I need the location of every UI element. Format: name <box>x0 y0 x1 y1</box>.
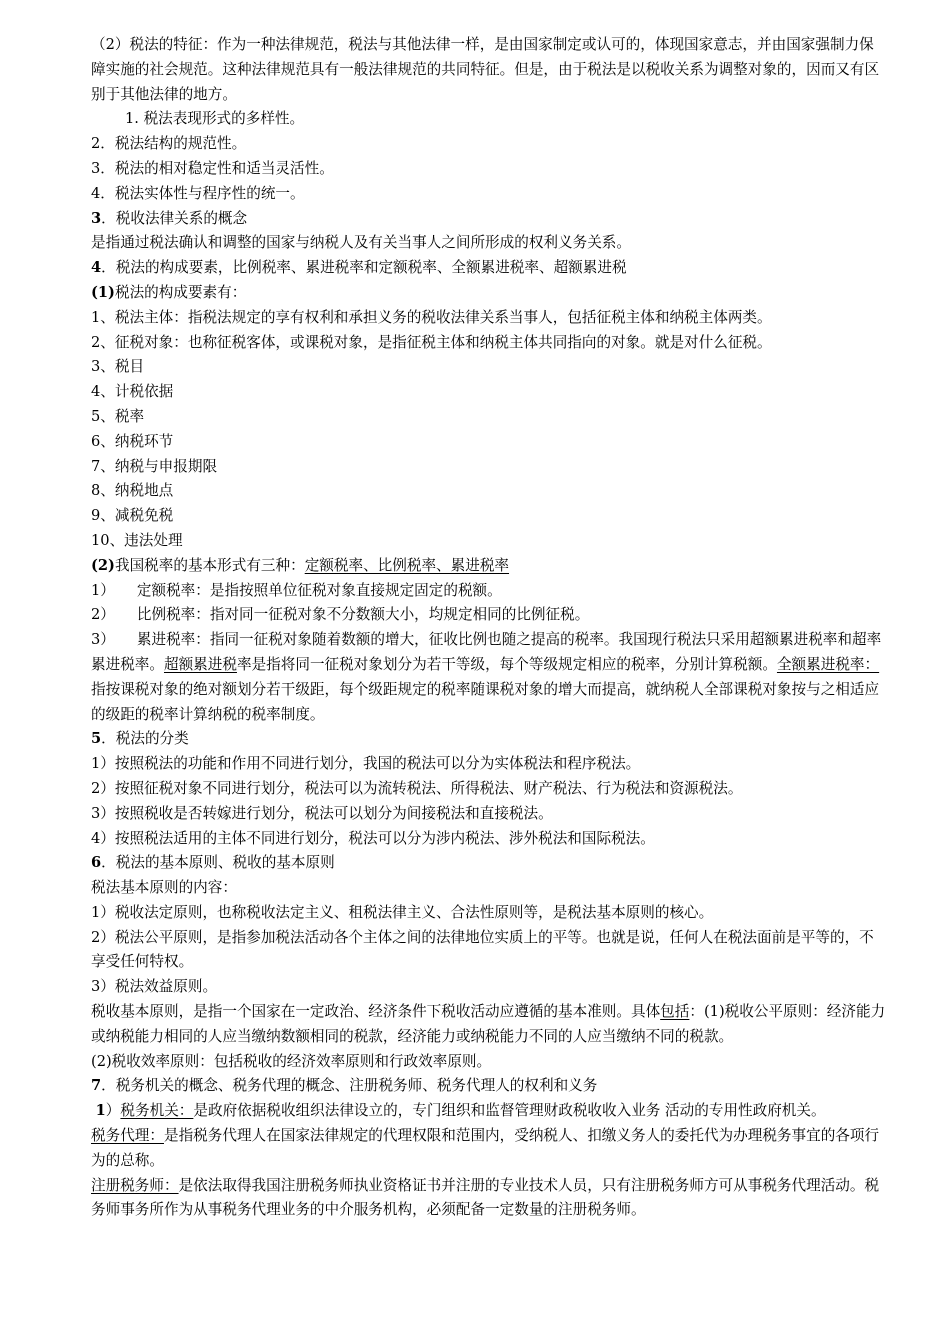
item-text: 比例税率：指对同一征税对象不分数额大小，均规定相同的比例征税。 <box>136 606 590 624</box>
list-item: 2）按照征税对象不同进行划分，税法可以为流转税法、所得税法、财产税法、行为税法和资源税法。 <box>91 779 743 797</box>
subheading-number: (1) <box>91 283 115 301</box>
list-item: 2．税法结构的规范性。 <box>91 135 247 153</box>
item-text: 累进税率：指同一征税对象随着数额的增大，征收比例也随之提高的税率。我国现行税法只采用超额累进税率和超率累进税率。 <box>91 631 882 673</box>
heading-number: 4 <box>91 259 102 277</box>
definition-text: 是政府依据税收组织法律设立的，专门组织和监督管理财政税收收入业务 活动的专用性政府机关。 <box>193 1102 826 1120</box>
heading-number: 7 <box>91 1077 102 1095</box>
underlined-text: 全额累进税率： <box>776 655 880 673</box>
item-number: （2） <box>91 36 130 53</box>
heading-text: ．税法的构成要素，比例税率、累进税率和定额税率、全额累进税率、超额累进税 <box>101 259 627 277</box>
list-item: 6、纳税环节 <box>91 432 174 450</box>
item-text: 指按课税对象的绝对额划分若干级距，每个级距规定的税率随课税对象的增大而提高，就纳税人全部课税对象按与之相适应的级距的税率计算纳税的税率制度。 <box>91 680 880 723</box>
heading-text: ．税法的基本原则、税收的基本原则 <box>101 854 335 872</box>
definition-term: 税务机关： <box>120 1102 194 1120</box>
subheading-number: (2) <box>91 556 115 574</box>
underlined-text: 定额税率、比例税率、累进税率 <box>304 556 510 574</box>
list-item: 7、纳税与申报期限 <box>91 457 218 475</box>
list-item: 1、税法主体：指税法规定的享有权利和承担义务的税收法律关系当事人，包括征税主体和纳税主体两类。 <box>91 308 772 326</box>
underlined-text: 包括 <box>660 1003 690 1021</box>
paragraph-text: 税法的特征：作为一种法律规范，税法与其他法律一样，是由国家制定或认可的，体现国家意志，并由国家强制力保障实施的社会规范。这种法律规范具有一般法律规范的共同特征。但是，由于税法是以税收关系为调整对象的，因而又有区别于其他法律的地方。 <box>91 36 880 103</box>
list-item: 4）按照税法适用的主体不同进行划分，税法可以分为涉内税法、涉外税法和国际税法。 <box>91 829 655 847</box>
subheading-text: 税法的构成要素有： <box>114 283 247 301</box>
list-item: 9、减税免税 <box>91 507 174 525</box>
list-item: 8、纳税地点 <box>91 482 174 500</box>
section-heading-4 <box>91 256 888 281</box>
item-text: 定额税率：是指按照单位征税对象直接规定固定的税额。 <box>136 581 502 599</box>
heading-number: 3 <box>91 209 102 227</box>
item-text: 率是指将同一征税对象划分为若干等级，每个等级规定相应的税率，分别计算税额。 <box>236 655 777 673</box>
subheading <box>91 281 888 306</box>
paragraph <box>91 1000 888 1050</box>
section-heading-7 <box>91 1074 888 1099</box>
definition-certified-tax-agent <box>91 1174 888 1224</box>
list-item: 1. 税法表现形式的多样性。 <box>125 110 305 128</box>
list-item <box>91 579 888 604</box>
section-heading-6 <box>91 851 888 876</box>
subheading <box>91 554 888 579</box>
subheading-text: 我国税率的基本形式有三种： <box>114 556 305 574</box>
paragraph: 税法基本原则的内容： <box>91 879 237 897</box>
tax-law-features-paragraph <box>91 33 888 107</box>
list-item: 2、征税对象：也称征税客体，或课税对象，是指征税主体和纳税主体共同指向的对象。就是对什么征税。 <box>91 333 772 351</box>
list-item: 2）税法公平原则，是指参加税法活动各个主体之间的法律地位实质上的平等。也就是说，任何人在税法面前是平等的，不享受任何特权。 <box>91 928 874 971</box>
list-item <box>91 628 888 727</box>
section-heading-5 <box>91 727 888 752</box>
item-number: 1） <box>91 581 115 599</box>
list-item: 3）税法效益原则。 <box>91 978 218 996</box>
heading-number: 5 <box>91 730 102 748</box>
item-punct: ） <box>105 1102 121 1120</box>
paragraph: (2)税收效率原则：包括税收的经济效率原则和行政效率原则。 <box>91 1052 492 1070</box>
definition-tax-agency <box>91 1124 888 1174</box>
item-number: 3） <box>91 631 115 649</box>
list-item: 4、计税依据 <box>91 383 174 401</box>
paragraph-text: ：(1)税收公平原则：经济能力或纳税能力相同的人应当缴纳数额相同的税款，经济能力或纳税能力不同的人应当缴纳不同的税款。 <box>91 1003 886 1045</box>
list-item <box>91 603 888 628</box>
item-number: 1 <box>95 1102 106 1120</box>
list-item: 10、违法处理 <box>91 531 183 549</box>
list-item: 5、税率 <box>91 407 145 425</box>
section-heading-3 <box>91 207 888 232</box>
list-item: 4．税法实体性与程序性的统一。 <box>91 184 305 202</box>
paragraph-text: 税收基本原则，是指一个国家在一定政治、经济条件下税收活动应遵循的基本准则。具体 <box>91 1003 661 1021</box>
list-item: 1）按照税法的功能和作用不同进行划分，我国的税法可以分为实体税法和程序税法。 <box>91 755 641 773</box>
paragraph: 是指通过税法确认和调整的国家与纳税人及有关当事人之间所形成的权利义务关系。 <box>91 234 631 252</box>
list-item: 3．税法的相对稳定性和适当灵活性。 <box>91 159 334 177</box>
definition-text: 是依法取得我国注册税务师执业资格证书并注册的专业技术人员，只有注册税务师方可从事税务代理活动。税务师事务所作为从事税务代理业务的中介服务机构，必须配备一定数量的注册税务师。 <box>91 1176 880 1219</box>
underlined-text: 超额累进税 <box>163 655 237 673</box>
heading-text: ．税法的分类 <box>101 730 189 748</box>
list-item: 1）税收法定原则，也称税收法定主义、租税法律主义、合法性原则等，是税法基本原则的核心。 <box>91 903 714 921</box>
definition-term: 注册税务师： <box>91 1176 179 1194</box>
item-number: 2） <box>91 606 115 624</box>
definition-text: 是指税务代理人在国家法律规定的代理权限和范围内，受纳税人、扣缴义务人的委托代为办理税务事宜的各项行为的总称。 <box>91 1127 880 1169</box>
definition-tax-authority <box>91 1099 888 1124</box>
heading-text: ．税务机关的概念、税务代理的概念、注册税务师、税务代理人的权利和义务 <box>101 1077 598 1095</box>
definition-term: 税务代理： <box>91 1127 164 1145</box>
list-item: 3）按照税收是否转嫁进行划分，税法可以划分为间接税法和直接税法。 <box>91 804 553 822</box>
list-item: 3、税目 <box>91 358 145 376</box>
heading-number: 6 <box>91 854 102 872</box>
heading-text: ．税收法律关系的概念 <box>101 209 248 227</box>
